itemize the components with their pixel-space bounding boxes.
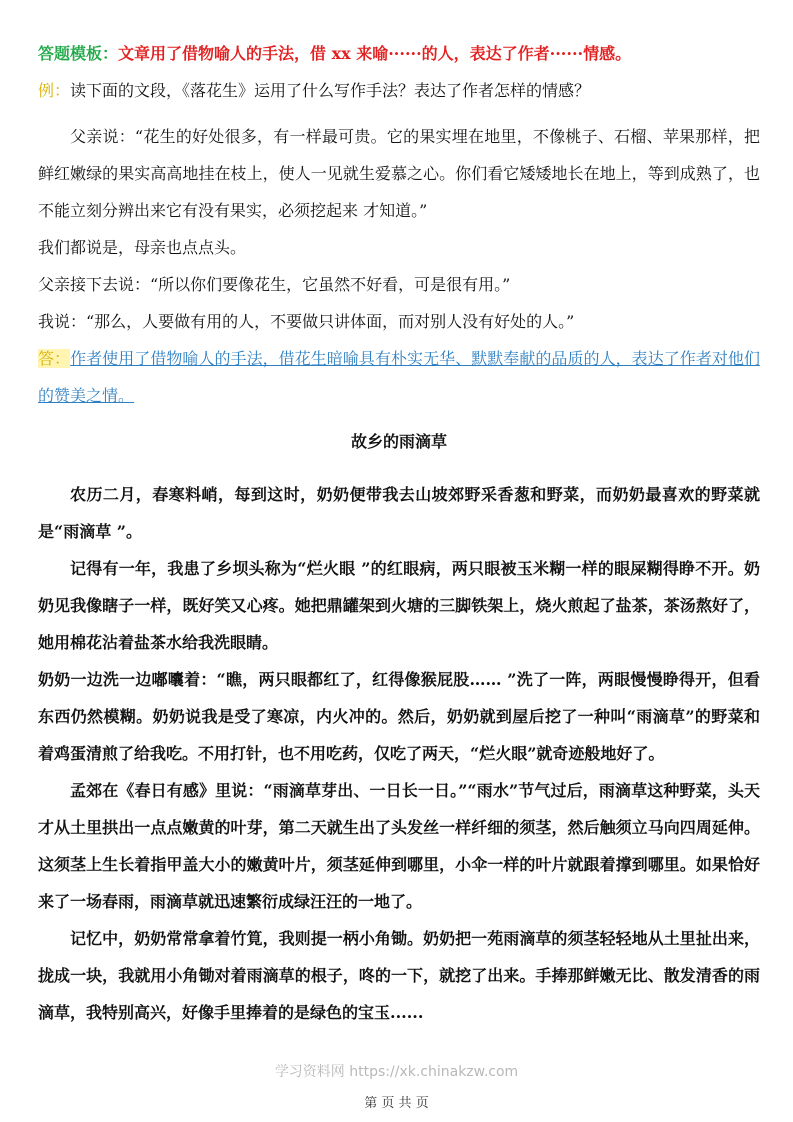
answer-line <box>38 340 760 414</box>
watermark: 学习资料网 https://xk.chinakzw.com <box>274 1064 519 1080</box>
example-question-line <box>38 81 760 101</box>
story-paragraph-2: 记得有一年，我患了乡坝头称为“烂火眼 ”的红眼病，两只眼被玉米糊一样的眼屎糊得睁不开。奶奶见我像瞎子一样，既好笑又心疼。她把鼎罐架到火塘的三脚铁架上，烧火煎起了盐茶，茶汤熬好了，她用棉花沾着盐茶水给我洗眼睛。 <box>38 559 760 652</box>
passage-paragraph-4: 我说：“那么，人要做有用的人，不要做只讲体面，而对别人没有好处的人。” <box>38 312 575 331</box>
story-paragraph-3: 奶奶一边洗一边嘟囔着：“瞧，两只眼都红了，红得像猴屁股…… ”洗了一阵，两眼慢慢睁得开，但看东西仍然模糊。奶奶说我是受了寒凉，内火冲的。然后，奶奶就到屋后挖了一种叫“雨滴草”的野菜和着鸡蛋清煎了给我吃。不用打针，也不用吃药，仅吃了两天，“烂火眼”就奇迹般地好了。 <box>38 670 760 763</box>
story-paragraph-1: 农历二月，春寒料峭，每到这时，奶奶便带我去山坡郊野采香葱和野菜，而奶奶最喜欢的野菜就是“雨滴草 ”。 <box>38 485 760 541</box>
passage-paragraph-3: 父亲接下去说：“所以你们要像花生，它虽然不好看，可是很有用。” <box>38 275 511 294</box>
answer-text: 作者使用了借物喻人的手法，借花生暗喻具有朴实无华、默默奉献的品质的人，表达了作者对他们的赞美之情。 <box>38 349 760 405</box>
passage-paragraph-1: 父亲说：“花生的好处很多，有一样最可贵。它的果实埋在地里，不像桃子、石榴、苹果那样，把鲜红嫩绿的果实高高地挂在枝上，使人一见就生爱慕之心。你们看它矮矮地长在地上，等到成熟了，也不能立刻分辨出来它有没有果实，必须挖起来 才知道。” <box>38 127 760 220</box>
template-label: 答题模板： <box>38 44 119 63</box>
example-label: 例： <box>38 81 71 100</box>
story-title: 故乡的雨滴草 <box>350 432 447 451</box>
document-page <box>38 44 760 1031</box>
answer-template-line <box>38 44 760 64</box>
answer-label: 答： <box>38 349 71 368</box>
template-text: 文章用了借物喻人的手法，借 xx 来喻······的人，表达了作者······情感。 <box>118 44 632 63</box>
passage-paragraph-2: 我们都说是，母亲也点点头。 <box>38 238 247 257</box>
story-paragraph-5: 记忆中，奶奶常常拿着竹筧，我则提一柄小角锄。奶奶把一苑雨滴草的须茎轻轻地从土里扯出来，拢成一块，我就用小角锄对着雨滴草的根子，咚的一下，就挖了出来。手捧那鲜嫩无比、散发清香的雨滴草，我特别高兴，好像手里捧着的是绿色的宝玉...... <box>38 929 760 1022</box>
page-footer: 第 页 共 页 <box>364 1096 429 1111</box>
story-paragraph-4: 孟郊在《春日有感》里说：“雨滴草芽出、一日长一日。”“雨水”节气过后，雨滴草这种野菜，头天才从土里拱出一点点嫩黄的叶芽，第二天就生出了头发丝一样纤细的须茎，然后触须立马向四周延伸。这须茎上生长着指甲盖大小的嫩黄叶片，须茎延伸到哪里，小伞一样的叶片就跟着撑到哪里。如果恰好来了一场春雨，雨滴草就迅速繁衍成绿汪汪的一地了。 <box>38 781 760 911</box>
example-question: 读下面的文段，《落花生》运用了什么写作手法？表达了作者怎样的情感？ <box>70 81 591 100</box>
